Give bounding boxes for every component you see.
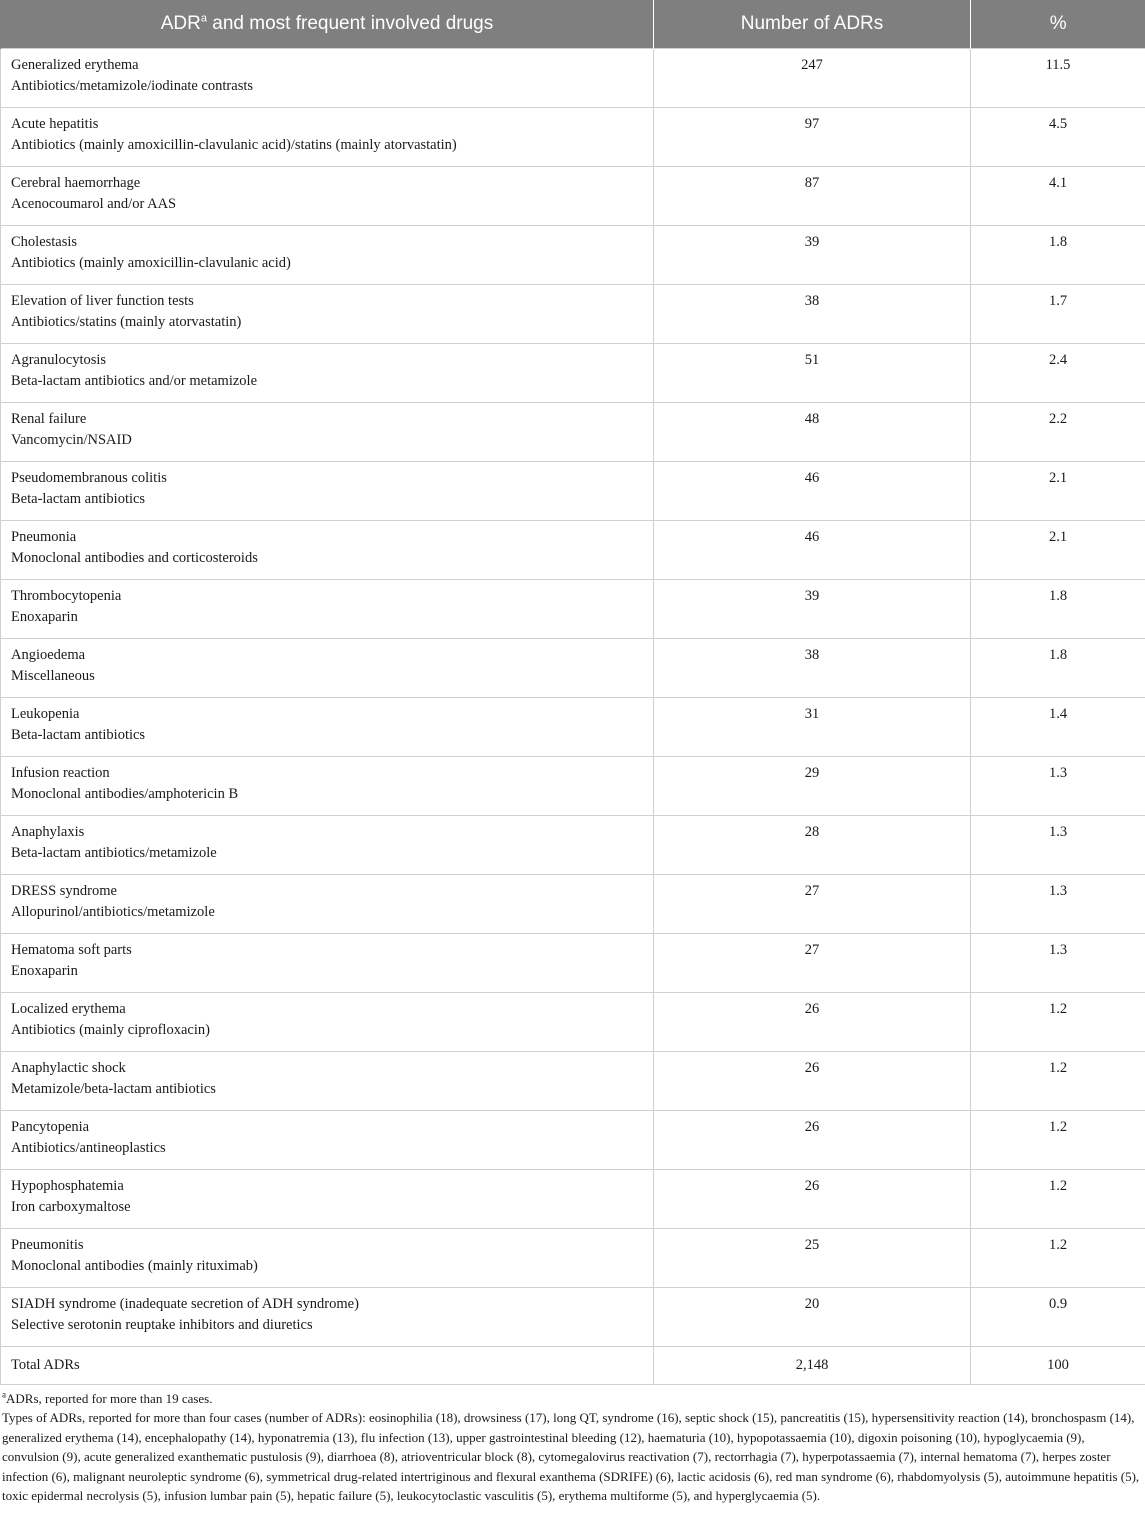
adr-count-cell: 20: [654, 1287, 971, 1346]
table-row: [1, 756, 1145, 815]
adr-cell: [1, 1287, 654, 1346]
adr-name: Hypophosphatemia: [11, 1177, 124, 1194]
table-row: [1, 402, 1145, 461]
adr-count-cell: 247: [654, 48, 971, 107]
table-row: [1, 343, 1145, 402]
adr-count-cell: 51: [654, 343, 971, 402]
adr-name: Generalized erythema: [11, 56, 139, 73]
adr-name: Leukopenia: [11, 705, 80, 722]
adr-drugs: Antibiotics/antineoplastics: [11, 1139, 166, 1156]
footnote-a-marker: a: [2, 1389, 6, 1400]
header-number-of-adrs: Number of ADRs: [654, 0, 971, 48]
table-row: [1, 697, 1145, 756]
table-header: [1, 0, 1145, 48]
table-row: [1, 107, 1145, 166]
adr-drugs: Monoclonal antibodies and corticosteroids: [11, 549, 258, 566]
adr-percent-cell: 1.3: [971, 933, 1145, 992]
adr-count-cell: 25: [654, 1228, 971, 1287]
table-row: [1, 815, 1145, 874]
adr-percent-cell: 11.5: [971, 48, 1145, 107]
adr-percent-cell: 2.2: [971, 402, 1145, 461]
adr-percent-cell: 1.2: [971, 992, 1145, 1051]
adr-name: Agranulocytosis: [11, 351, 107, 368]
adr-cell: [1, 697, 654, 756]
footnote-a-text: ADRs, reported for more than 19 cases.: [6, 1390, 213, 1406]
adr-cell: [1, 520, 654, 579]
table-footnotes: [0, 1385, 1145, 1506]
adr-drugs: Miscellaneous: [11, 667, 95, 684]
adr-drugs: Allopurinol/antibiotics/metamizole: [11, 903, 215, 920]
adr-cell: [1, 107, 654, 166]
adr-cell: [1, 284, 654, 343]
total-count: 2,148: [654, 1346, 971, 1384]
adr-cell: [1, 579, 654, 638]
table-row: [1, 1228, 1145, 1287]
footnote-a: [2, 1389, 1143, 1409]
header-adr-label: ADR: [160, 12, 201, 34]
table-row: [1, 284, 1145, 343]
header-percent: %: [971, 0, 1145, 48]
adr-name: Elevation of liver function tests: [11, 292, 194, 309]
adr-count-cell: 27: [654, 874, 971, 933]
adr-percent-cell: 4.5: [971, 107, 1145, 166]
header-adr-label-rest: and most frequent involved drugs: [207, 12, 494, 34]
adr-name: Pseudomembranous colitis: [11, 469, 167, 486]
adr-count-cell: 26: [654, 1051, 971, 1110]
adr-percent-cell: 1.4: [971, 697, 1145, 756]
table-row: [1, 579, 1145, 638]
adr-drugs: Iron carboxymaltose: [11, 1198, 131, 1215]
adr-percent-cell: 2.1: [971, 520, 1145, 579]
table-row: [1, 992, 1145, 1051]
adr-cell: [1, 461, 654, 520]
adr-percent-cell: 1.3: [971, 756, 1145, 815]
adr-count-cell: 39: [654, 579, 971, 638]
adr-percent-cell: 1.2: [971, 1228, 1145, 1287]
adr-name: Hematoma soft parts: [11, 941, 132, 958]
adr-drugs: Beta-lactam antibiotics: [11, 726, 146, 743]
adr-percent-cell: 1.2: [971, 1169, 1145, 1228]
adr-cell: [1, 48, 654, 107]
adr-cell: [1, 874, 654, 933]
adr-name: Acute hepatitis: [11, 115, 99, 132]
adr-percent-cell: 2.4: [971, 343, 1145, 402]
adr-drugs: Metamizole/beta-lactam antibiotics: [11, 1080, 216, 1097]
adr-cell: [1, 815, 654, 874]
adr-percent-cell: 1.3: [971, 874, 1145, 933]
adr-count-cell: 26: [654, 992, 971, 1051]
adr-count-cell: 97: [654, 107, 971, 166]
table-row: [1, 48, 1145, 107]
table-row: [1, 1110, 1145, 1169]
adr-cell: [1, 166, 654, 225]
adr-count-cell: 26: [654, 1110, 971, 1169]
adr-drugs: Antibiotics/statins (mainly atorvastatin): [11, 313, 242, 330]
adr-percent-cell: 1.8: [971, 638, 1145, 697]
adr-cell: [1, 756, 654, 815]
adr-drugs: Monoclonal antibodies (mainly rituximab): [11, 1257, 258, 1274]
header-footnote-marker: a: [200, 12, 207, 25]
adr-count-cell: 28: [654, 815, 971, 874]
adr-drugs: Antibiotics (mainly amoxicillin-clavulanic acid)/statins (mainly atorvastatin): [11, 136, 457, 153]
adr-count-cell: 38: [654, 638, 971, 697]
header-adr-drugs: [1, 0, 654, 48]
adr-cell: [1, 992, 654, 1051]
adr-count-cell: 31: [654, 697, 971, 756]
adr-drugs: Enoxaparin: [11, 962, 78, 979]
adr-drugs: Acenocoumarol and/or AAS: [11, 195, 177, 212]
table-row: [1, 461, 1145, 520]
adr-percent-cell: 4.1: [971, 166, 1145, 225]
adr-drugs: Vancomycin/NSAID: [11, 431, 132, 448]
adr-name: Cholestasis: [11, 233, 78, 250]
table-row: [1, 520, 1145, 579]
adr-percent-cell: 1.2: [971, 1051, 1145, 1110]
table-row: [1, 874, 1145, 933]
adr-count-cell: 26: [654, 1169, 971, 1228]
adr-cell: [1, 933, 654, 992]
table-row: [1, 166, 1145, 225]
adr-cell: [1, 343, 654, 402]
adr-name: Cerebral haemorrhage: [11, 174, 141, 191]
adr-drugs: Enoxaparin: [11, 608, 78, 625]
adr-percent-cell: 1.8: [971, 579, 1145, 638]
adr-cell: [1, 1228, 654, 1287]
adr-drugs: Beta-lactam antibiotics and/or metamizole: [11, 372, 258, 389]
adr-drugs: Selective serotonin reuptake inhibitors and diuretics: [11, 1316, 313, 1333]
adr-count-cell: 87: [654, 166, 971, 225]
total-percent: 100: [971, 1346, 1145, 1384]
adr-percent-cell: 1.2: [971, 1110, 1145, 1169]
table-row: [1, 933, 1145, 992]
adr-drugs: Antibiotics (mainly amoxicillin-clavulanic acid): [11, 254, 291, 271]
adr-drugs: Antibiotics/metamizole/iodinate contrasts: [11, 77, 254, 94]
adr-name: Infusion reaction: [11, 764, 110, 781]
adr-percent-cell: 1.8: [971, 225, 1145, 284]
adr-name: Localized erythema: [11, 1000, 126, 1017]
header-row: [1, 0, 1145, 48]
adr-name: Anaphylactic shock: [11, 1059, 126, 1076]
adr-name: Angioedema: [11, 646, 86, 663]
adr-name: Anaphylaxis: [11, 823, 85, 840]
adr-name: DRESS syndrome: [11, 882, 117, 899]
table-body: [1, 48, 1145, 1384]
table-row: [1, 1051, 1145, 1110]
adr-drugs: Beta-lactam antibiotics: [11, 490, 146, 507]
adr-count-cell: 46: [654, 461, 971, 520]
table-row: [1, 638, 1145, 697]
adr-count-cell: 27: [654, 933, 971, 992]
adr-name: Pneumonia: [11, 528, 77, 545]
adr-name: Pneumonitis: [11, 1236, 84, 1253]
adr-drugs: Beta-lactam antibiotics/metamizole: [11, 844, 217, 861]
adr-count-cell: 38: [654, 284, 971, 343]
adr-drugs: Antibiotics (mainly ciprofloxacin): [11, 1021, 210, 1038]
adr-cell: [1, 402, 654, 461]
footnote-types: Types of ADRs, reported for more than four cases (number of ADRs): eosinophilia (18), drowsiness (17), long QT, syndrome (16), septic shock (15), pancreatitis (15), hypersensitivity reaction (14), bronchospasm (14), generalized erythema (14), encephalopathy (14), hyponatremia (13), flu infection (13), upper gastrointestinal bleeding (12), haematuria (10), hypopotassaemia (10), digoxin poisoning (10), hypoglycaemia (9), convulsion (9), acute generalized exanthematic pustulosis (9), diarrhoea (8), atrioventricular block (8), cytomegalovirus reactivation (7), rectorrhagia (7), hyperpotassaemia (7), internal hematoma (7), herpes zoster infection (6), malignant neuroleptic syndrome (6), symmetrical drug-related intertriginous and flexural exanthema (SDRIFE) (6), lactic acidosis (6), red man syndrome (6), rhabdomyolysis (5), autoimmune hepatitis (5), toxic epidermal necrolysis (5), infusion lumbar pain (5), hepatic failure (5), leukocytoclastic vasculitis (5), erythema multiforme (5), and hyperglycaemia (5).: [2, 1410, 1140, 1503]
adr-count-cell: 48: [654, 402, 971, 461]
adr-name: SIADH syndrome (inadequate secretion of ADH syndrome): [11, 1295, 359, 1312]
table-row: [1, 225, 1145, 284]
adr-count-cell: 39: [654, 225, 971, 284]
adr-cell: [1, 638, 654, 697]
adr-drugs: Monoclonal antibodies/amphotericin B: [11, 785, 239, 802]
adr-percent-cell: 2.1: [971, 461, 1145, 520]
adr-cell: [1, 1169, 654, 1228]
adr-name: Pancytopenia: [11, 1118, 90, 1135]
adr-percent-cell: 1.3: [971, 815, 1145, 874]
adr-percent-cell: 1.7: [971, 284, 1145, 343]
adr-cell: [1, 1110, 654, 1169]
adr-percent-cell: 0.9: [971, 1287, 1145, 1346]
adr-name: Renal failure: [11, 410, 87, 427]
adr-count-cell: 46: [654, 520, 971, 579]
total-label: Total ADRs: [1, 1346, 654, 1384]
adr-cell: [1, 225, 654, 284]
table-row: [1, 1169, 1145, 1228]
adr-cell: [1, 1051, 654, 1110]
adr-name: Thrombocytopenia: [11, 587, 122, 604]
adr-count-cell: 29: [654, 756, 971, 815]
total-row: [1, 1346, 1145, 1384]
table-row: [1, 1287, 1145, 1346]
